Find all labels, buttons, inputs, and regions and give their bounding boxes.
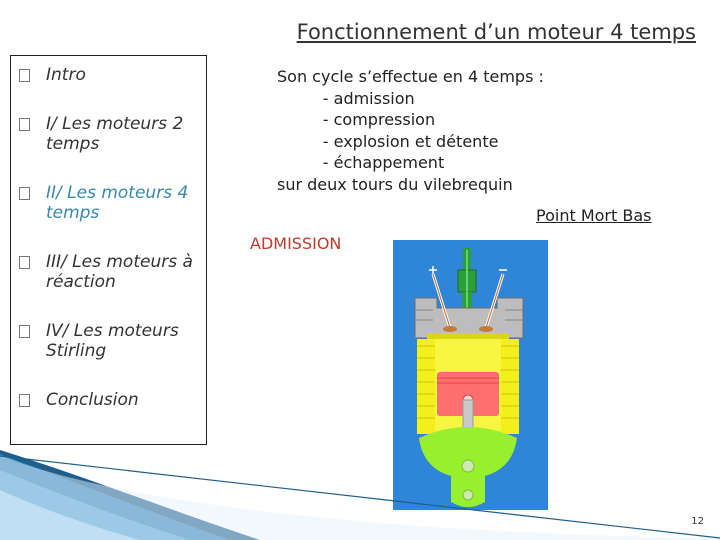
checkbox-icon	[19, 256, 30, 269]
footer-decoration	[0, 450, 720, 540]
sidebar-item-label: III/ Les moteurs à réaction	[46, 252, 193, 292]
sidebar-item-conclusion[interactable]	[11, 390, 206, 410]
checkbox-icon	[19, 394, 30, 407]
checkbox-icon	[19, 325, 30, 338]
sidebar-item-intro[interactable]	[11, 65, 206, 85]
phase-label: ADMISSION	[250, 234, 342, 253]
checkbox-icon	[19, 69, 30, 82]
slide-title: Fonctionnement d’un moteur 4 temps	[296, 20, 696, 44]
sidebar-item-label: II/ Les moteurs 4 temps	[46, 183, 189, 223]
checkbox-icon	[19, 187, 30, 200]
cycle-description: Son cycle s’effectue en 4 temps : - admission - compression - explosion et détente - échappement sur deux tours du vilebrequin	[277, 67, 544, 194]
sidebar-item-jet-engines[interactable]	[11, 252, 206, 292]
page-number: 12	[691, 516, 704, 527]
sidebar-item-label: Conclusion	[46, 390, 139, 410]
point-mort-bas-link[interactable]: Point Mort Bas	[536, 206, 652, 225]
sidebar-menu	[10, 55, 207, 445]
sidebar-item-label: Intro	[46, 65, 86, 85]
sidebar-item-label: IV/ Les moteurs Stirling	[46, 321, 179, 361]
checkbox-icon	[19, 118, 30, 131]
sidebar-item-label: I/ Les moteurs 2 temps	[46, 114, 184, 154]
sidebar-item-four-stroke[interactable]	[11, 183, 206, 223]
sidebar-item-stirling[interactable]	[11, 321, 206, 361]
sidebar-item-two-stroke[interactable]	[11, 114, 206, 154]
